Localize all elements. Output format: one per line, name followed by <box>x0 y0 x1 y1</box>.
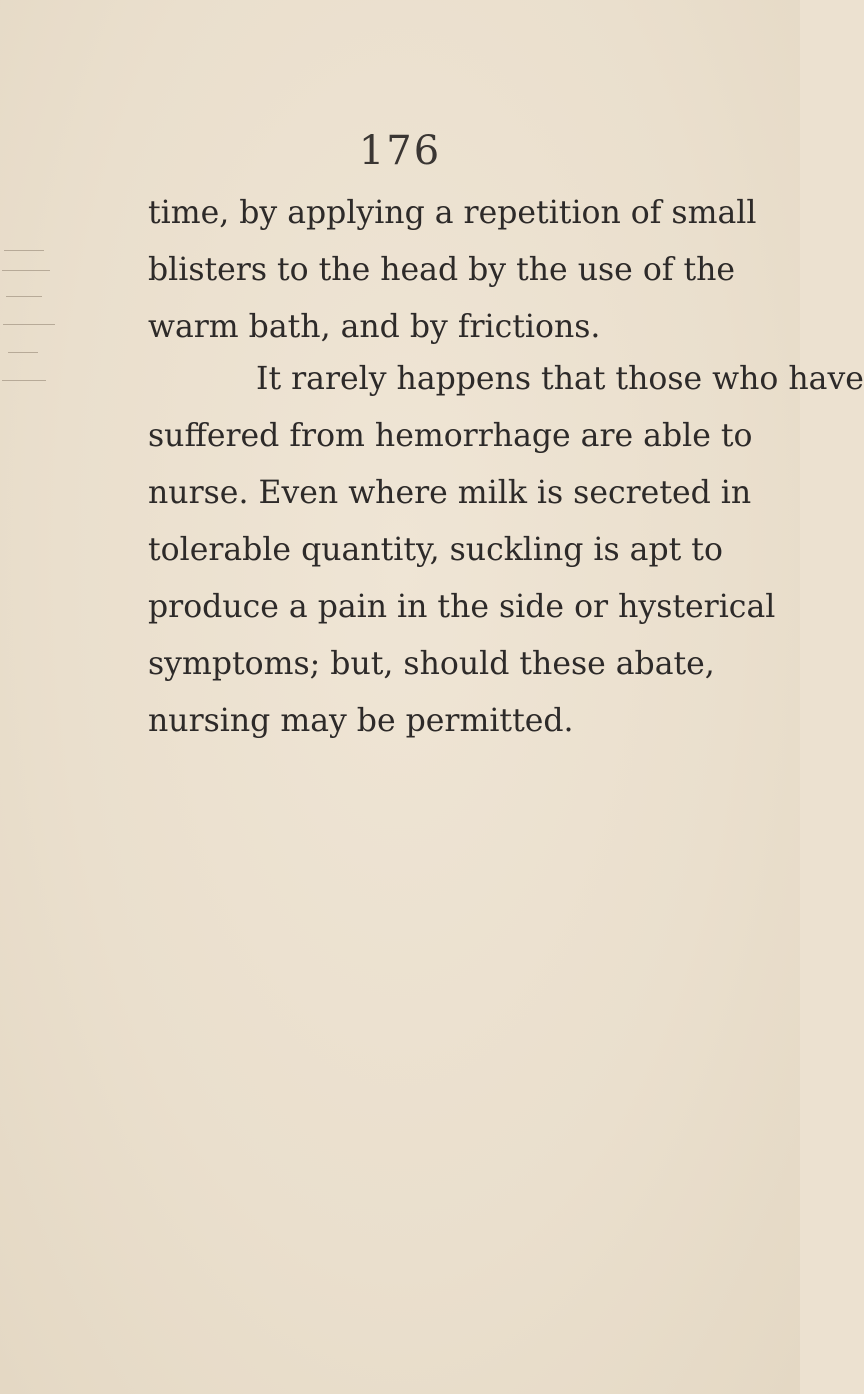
page-number: 176 <box>358 128 442 174</box>
paragraph-2 <box>148 351 864 750</box>
text-line: blisters to the head by the use of the <box>148 252 736 288</box>
page-edge-marks <box>0 240 60 410</box>
paragraph-1 <box>148 185 757 356</box>
text-line: produce a pain in the side or hysterical <box>148 589 776 625</box>
text-line: nursing may be permitted. <box>148 703 574 739</box>
text-line: warm bath, and by frictions. <box>148 309 601 345</box>
text-line: time, by applying a repetition of small <box>148 195 757 231</box>
text-line: tolerable quantity, suckling is apt to <box>148 532 723 568</box>
text-line: symptoms; but, should these abate, <box>148 646 715 682</box>
text-line: It rarely happens that those who have <box>256 361 864 397</box>
text-line: nurse. Even where milk is secreted in <box>148 475 752 511</box>
text-line: suffered from hemorrhage are able to <box>148 418 753 454</box>
